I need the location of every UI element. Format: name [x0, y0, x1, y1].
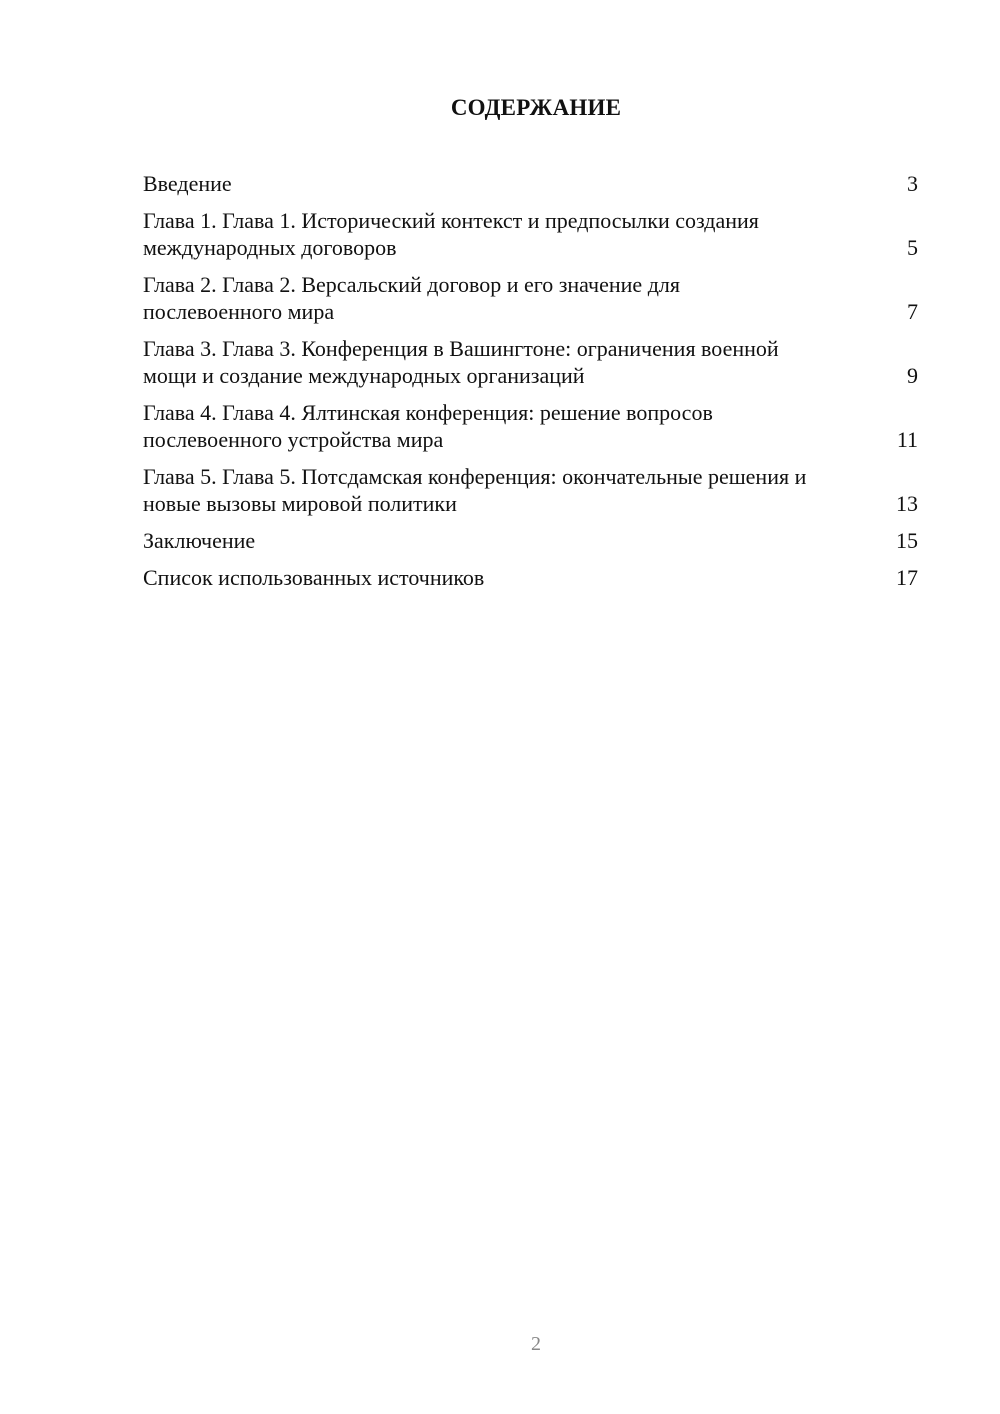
toc-entry-page: 3 — [907, 171, 918, 196]
toc-entry-chapter-2[interactable] — [143, 271, 918, 325]
toc-entry-title: Введение — [143, 171, 232, 196]
toc-entry-title: Глава 4. Глава 4. Ялтинская конференция: решение вопросов послевоенного устройства мира — [143, 400, 713, 452]
toc-entry-page: 15 — [896, 528, 918, 553]
toc-entry-introduction[interactable] — [143, 170, 918, 197]
toc-entry-page: 7 — [907, 299, 918, 324]
toc-entry-page: 13 — [896, 491, 918, 516]
table-of-contents-list — [143, 170, 918, 601]
toc-entry-title: Глава 5. Глава 5. Потсдамская конференция: окончательные решения и новые вызовы мировой политики — [143, 464, 807, 516]
toc-entry-references[interactable] — [143, 564, 918, 591]
toc-entry-page: 9 — [907, 363, 918, 388]
toc-entry-title: Заключение — [143, 528, 256, 553]
toc-entry-title: Глава 1. Глава 1. Исторический контекст и предпосылки создания международных договоров — [143, 208, 759, 260]
toc-entry-page: 11 — [896, 427, 918, 452]
toc-entry-conclusion[interactable] — [143, 527, 918, 554]
toc-entry-page: 17 — [896, 565, 918, 590]
toc-entry-title: Глава 3. Глава 3. Конференция в Вашингтоне: ограничения военной мощи и создание международных организаций — [143, 336, 779, 388]
toc-entry-chapter-5[interactable] — [143, 463, 918, 517]
toc-entry-title: Список использованных источников — [143, 565, 485, 590]
toc-entry-chapter-3[interactable] — [143, 335, 918, 389]
toc-entry-page: 5 — [907, 235, 918, 260]
toc-entry-title: Глава 2. Глава 2. Версальский договор и его значение для послевоенного мира — [143, 272, 680, 324]
page-number: 2 — [531, 1333, 541, 1355]
toc-entry-chapter-1[interactable] — [143, 207, 918, 261]
toc-entry-chapter-4[interactable] — [143, 399, 918, 453]
table-of-contents-heading: СОДЕРЖАНИЕ — [450, 95, 622, 120]
